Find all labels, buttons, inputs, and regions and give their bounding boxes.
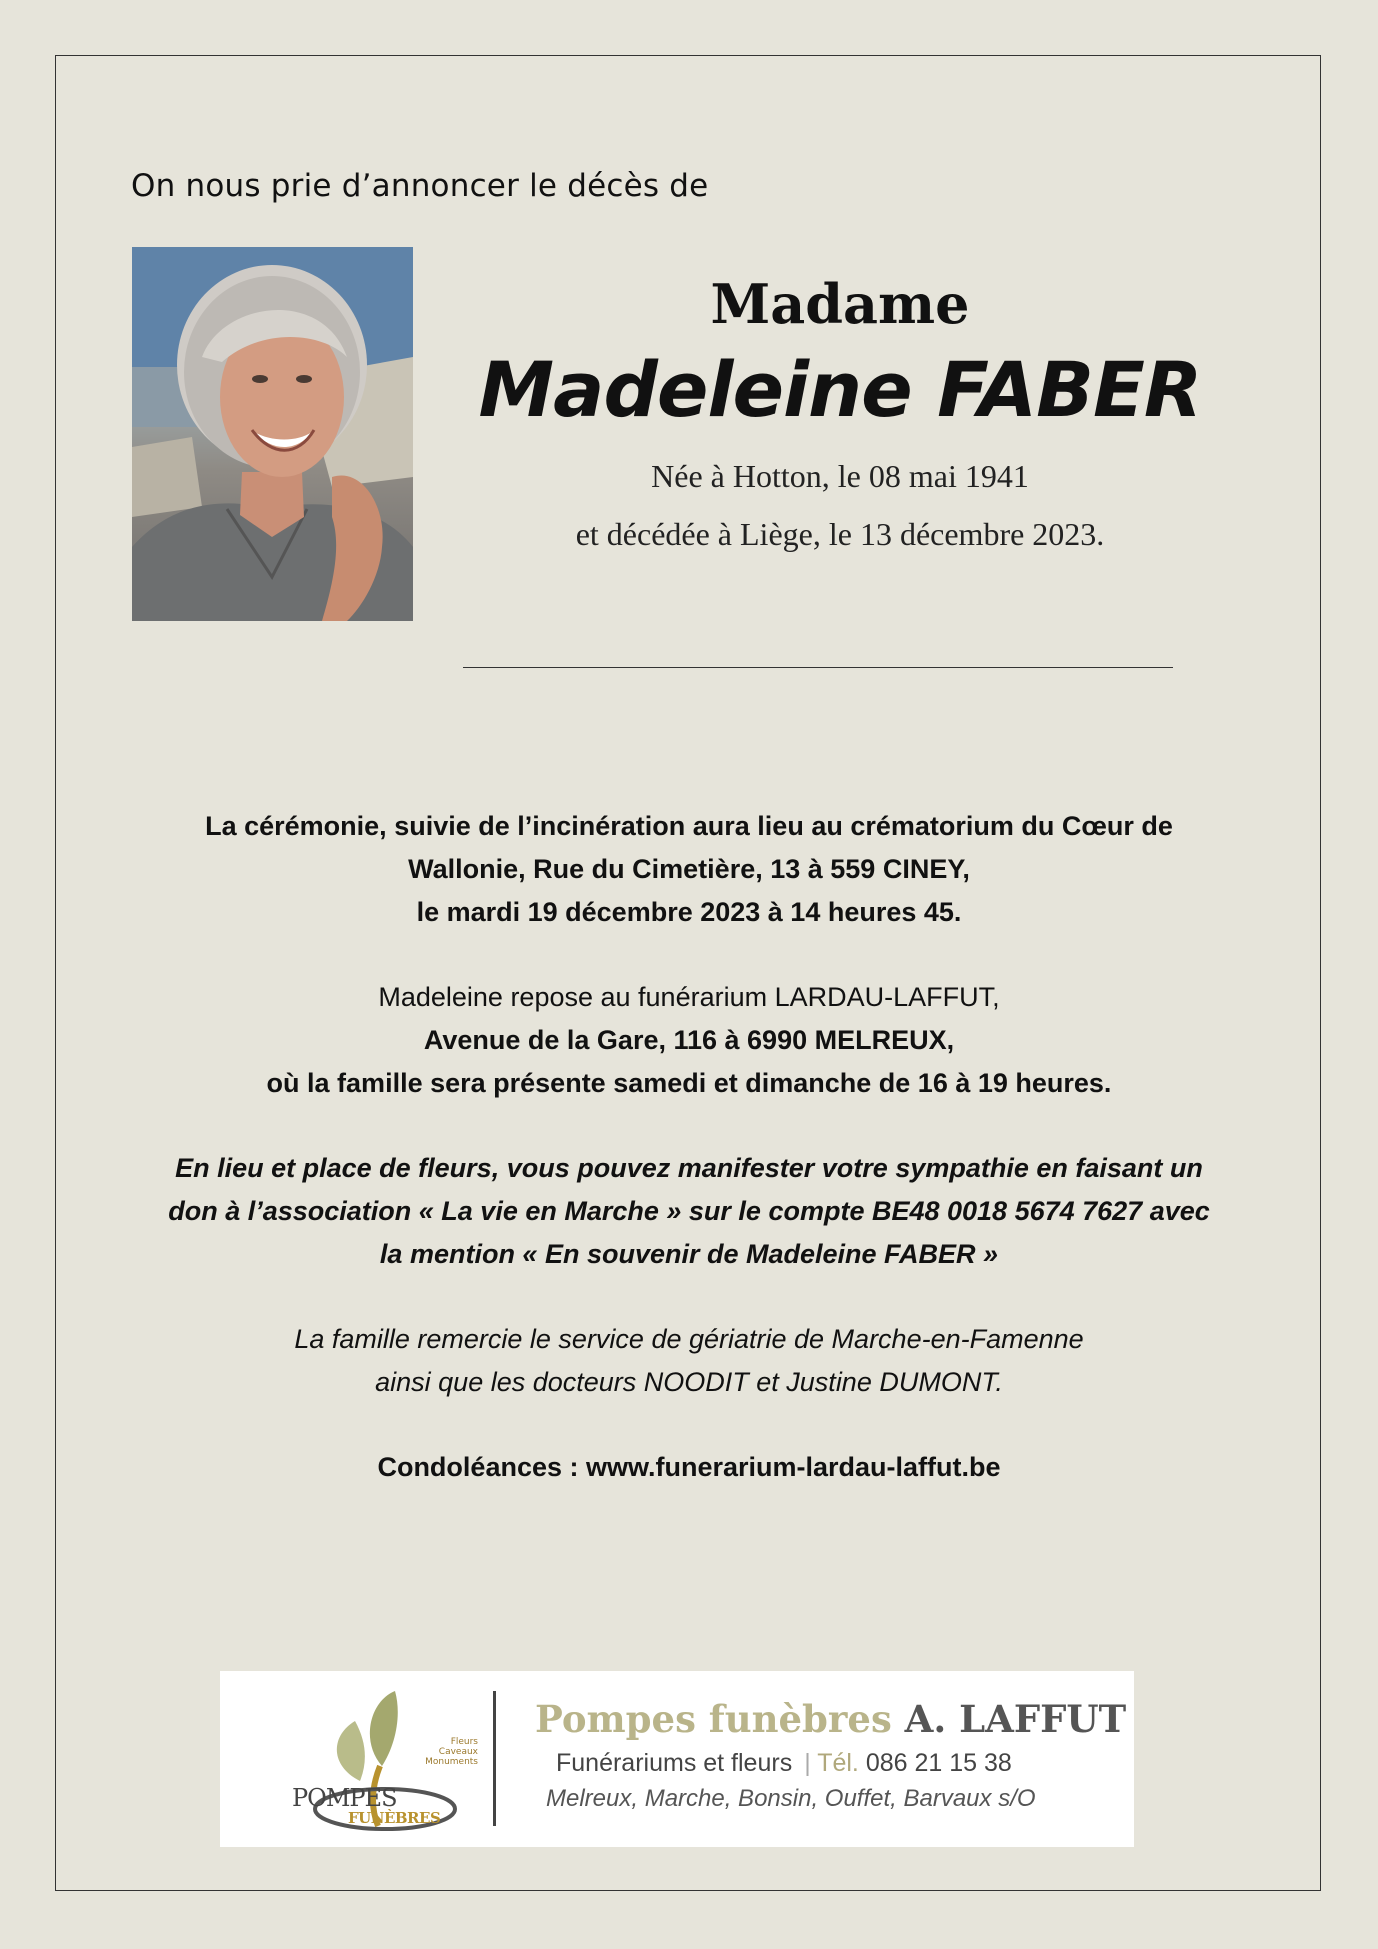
ceremony-line-1: La cérémonie, suivie de l’incinération aura lieu au crématorium du Cœur de <box>205 811 1173 841</box>
company-services: Funérariums et fleurs | Tél. 086 21 15 38 <box>556 1749 1012 1777</box>
repose-line-3: où la famille sera présente samedi et dimanche de 16 à 19 heures. <box>266 1068 1112 1098</box>
donation-line-2: don à l’association « La vie en Marche » sur le compte BE48 0018 5674 7627 avec <box>168 1196 1210 1226</box>
death-line: et décédée à Liège, le 13 décembre 2023. <box>575 516 1105 552</box>
company-locations: Melreux, Marche, Bonsin, Ouffet, Barvaux s/O <box>546 1785 1036 1812</box>
ceremony-block <box>100 805 1278 934</box>
phone-number[interactable]: 086 21 15 38 <box>865 1749 1012 1777</box>
thanks-line-1: La famille remercie le service de gériatrie de Marche-en-Famenne <box>294 1324 1084 1354</box>
logo-tagline: Fleurs Caveaux Monuments <box>425 1737 478 1767</box>
thanks-line-2: ainsi que les docteurs NOODIT et Justine DUMONT. <box>375 1367 1003 1397</box>
ceremony-line-3: le mardi 19 décembre 2023 à 14 heures 45. <box>416 897 962 927</box>
donation-line-1: En lieu et place de fleurs, vous pouvez manifester votre sympathie en faisant un <box>175 1153 1203 1183</box>
donation-line-3: la mention « En souvenir de Madeleine FABER » <box>379 1239 999 1269</box>
intro-text: On nous prie d’annoncer le décès de <box>131 168 709 204</box>
company-name: Pompes funèbres A. LAFFUT <box>535 1697 1127 1741</box>
repose-line-2: Avenue de la Gare, 116 à 6990 MELREUX, <box>423 1025 955 1055</box>
deceased-name: Madeleine FABER <box>478 345 1202 434</box>
donation-block <box>100 1147 1278 1276</box>
civility: Madame <box>710 272 970 336</box>
logo-word-funebres: FUNÈBRES <box>348 1809 441 1827</box>
divider <box>463 667 1173 668</box>
condolences-link[interactable]: Condoléances : www.funerarium-lardau-laffut.be <box>377 1452 1001 1482</box>
logo-word-pompes: POMPES <box>292 1784 397 1812</box>
thanks-block <box>100 1318 1278 1404</box>
ceremony-line-2: Wallonie, Rue du Cimetière, 13 à 559 CINEY, <box>408 854 970 884</box>
repose-block <box>100 976 1278 1105</box>
birth-line: Née à Hotton, le 08 mai 1941 <box>651 458 1029 494</box>
funeral-home-logo-banner <box>220 1671 1134 1847</box>
portrait-photo <box>132 247 413 621</box>
repose-line-1: Madeleine repose au funérarium LARDAU-LAFFUT, <box>378 982 1000 1012</box>
logo-separator <box>493 1691 496 1826</box>
